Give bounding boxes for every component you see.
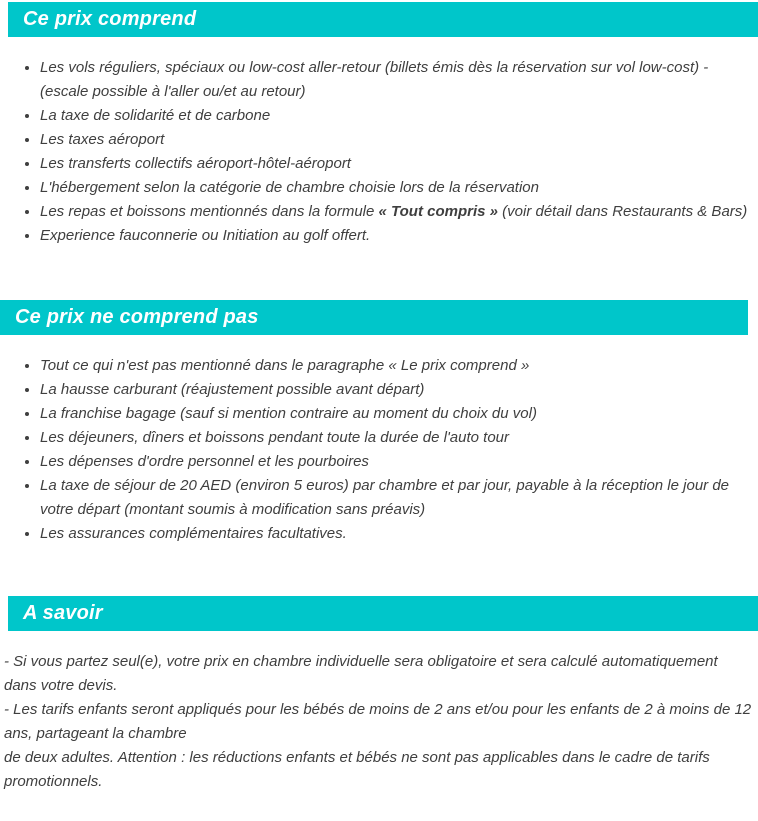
item-text-bold: « Tout compris » — [378, 203, 498, 220]
list-item: • Les taxes aéroport — [40, 128, 750, 152]
notes-block — [0, 650, 758, 794]
included-list — [0, 56, 758, 248]
note-line: de deux adultes. Attention : les réductions enfants et bébés ne sont pas applicables dans le cadre de tarifs promotionnels. — [4, 749, 710, 790]
list-item: • Tout ce qui n'est pas mentionné dans le paragraphe « Le prix comprend » — [40, 354, 750, 378]
item-text: Les repas et boissons mentionnés dans la formule — [40, 203, 379, 220]
list-item: • Experience fauconnerie ou Initiation au golf offert. — [40, 224, 750, 248]
section-notes — [0, 596, 758, 794]
list-item: • L'hébergement selon la catégorie de chambre choisie lors de la réservation — [40, 176, 750, 200]
not-included-list — [0, 354, 758, 546]
section-header-included — [8, 2, 758, 37]
note-line: - Si vous partez seul(e), votre prix en chambre individuelle sera obligatoire et sera calculé automatiquement dans votre devis. — [4, 653, 718, 694]
list-item: • Les transferts collectifs aéroport-hôtel-aéroport — [40, 152, 750, 176]
section-header-not-included — [0, 300, 748, 335]
price-details-page — [0, 2, 758, 794]
section-not-included — [0, 300, 758, 546]
list-item: • Les déjeuners, dîners et boissons pendant toute la durée de l'auto tour — [40, 426, 750, 450]
section-included — [0, 2, 758, 248]
list-item: • Les vols réguliers, spéciaux ou low-cost aller-retour (billets émis dès la réservation sur vol low-cost) - (escale possible à l'aller ou/et au retour) — [40, 56, 750, 104]
section-title-notes: A savoir — [23, 602, 103, 624]
section-title-not-included: Ce prix ne comprend pas — [15, 306, 259, 328]
list-item: • La hausse carburant (réajustement possible avant départ) — [40, 378, 750, 402]
list-item: • La taxe de solidarité et de carbone — [40, 104, 750, 128]
section-title-included: Ce prix comprend — [23, 8, 197, 30]
list-item: • Les assurances complémentaires facultatives. — [40, 522, 750, 546]
item-text: (voir détail dans Restaurants & Bars) — [498, 203, 748, 220]
section-header-notes — [8, 596, 758, 631]
list-item: • Les dépenses d'ordre personnel et les pourboires — [40, 450, 750, 474]
note-line: - Les tarifs enfants seront appliqués pour les bébés de moins de 2 ans et/ou pour les enfants de 2 à moins de 12 ans, partageant la chambre — [4, 701, 752, 742]
list-item: • La taxe de séjour de 20 AED (environ 5 euros) par chambre et par jour, payable à la réception le jour de votre départ (montant soumis à modification sans préavis) — [40, 474, 750, 522]
list-item: • La franchise bagage (sauf si mention contraire au moment du choix du vol) — [40, 402, 750, 426]
list-item — [40, 200, 750, 224]
